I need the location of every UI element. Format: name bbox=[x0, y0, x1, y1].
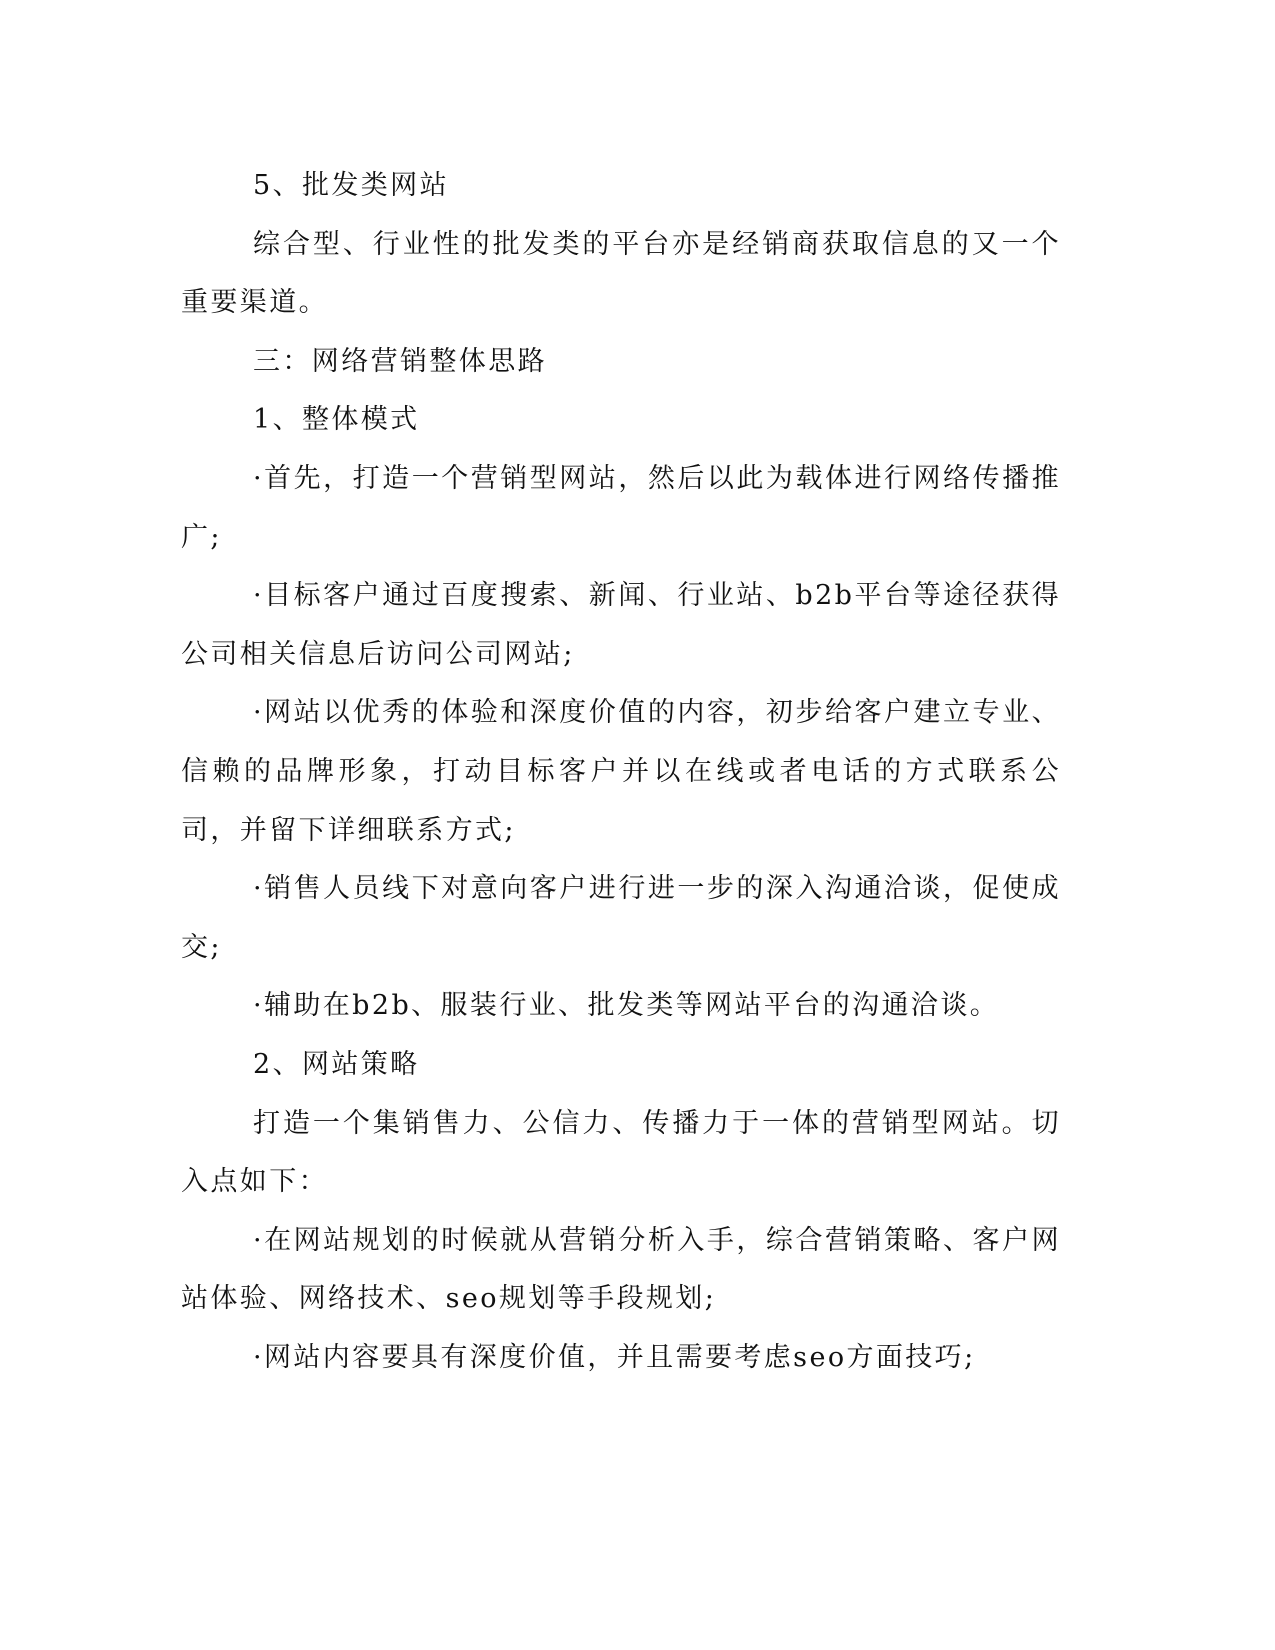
bullet-customer-acquisition: ·目标客户通过百度搜索、新闻、行业站、b2b平台等途径获得公司相关信息后访问公司网站; bbox=[181, 580, 1061, 670]
section-heading-overall-approach: 三：网络营销整体思路 bbox=[253, 345, 547, 377]
bullet-auxiliary-platforms: ·辅助在b2b、服装行业、批发类等网站平台的沟通洽谈。 bbox=[253, 990, 1000, 1022]
subsection-heading-website-strategy: 2、网站策略 bbox=[253, 1048, 420, 1080]
document-body bbox=[181, 157, 1061, 1387]
subsection-heading-overall-model: 1、整体模式 bbox=[253, 404, 420, 436]
bullet-build-marketing-site: ·首先，打造一个营销型网站，然后以此为载体进行网络传播推广; bbox=[181, 462, 1061, 553]
bullet-content-value: ·网站内容要具有深度价值，并且需要考虑seo方面技巧; bbox=[253, 1341, 976, 1373]
bullet-brand-trust: ·网站以优秀的体验和深度价值的内容，初步给客户建立专业、信赖的品牌形象，打动目标客户并以在线或者电话的方式联系公司，并留下详细联系方式; bbox=[181, 697, 1061, 846]
bullet-offline-sales: ·销售人员线下对意向客户进行进一步的深入沟通洽谈，促使成交; bbox=[181, 873, 1061, 963]
section-heading-wholesale-sites: 5、批发类网站 bbox=[253, 170, 449, 201]
bullet-planning-approach: ·在网站规划的时候就从营销分析入手，综合营销策略、客户网站体验、网络技术、seo规划等手段规划; bbox=[181, 1224, 1061, 1315]
paragraph-wholesale-platforms: 综合型、行业性的批发类的平台亦是经销商获取信息的又一个重要渠道。 bbox=[181, 228, 1061, 319]
paragraph-strategy-intro: 打造一个集销售力、公信力、传播力于一体的营销型网站。切入点如下： bbox=[181, 1107, 1061, 1198]
